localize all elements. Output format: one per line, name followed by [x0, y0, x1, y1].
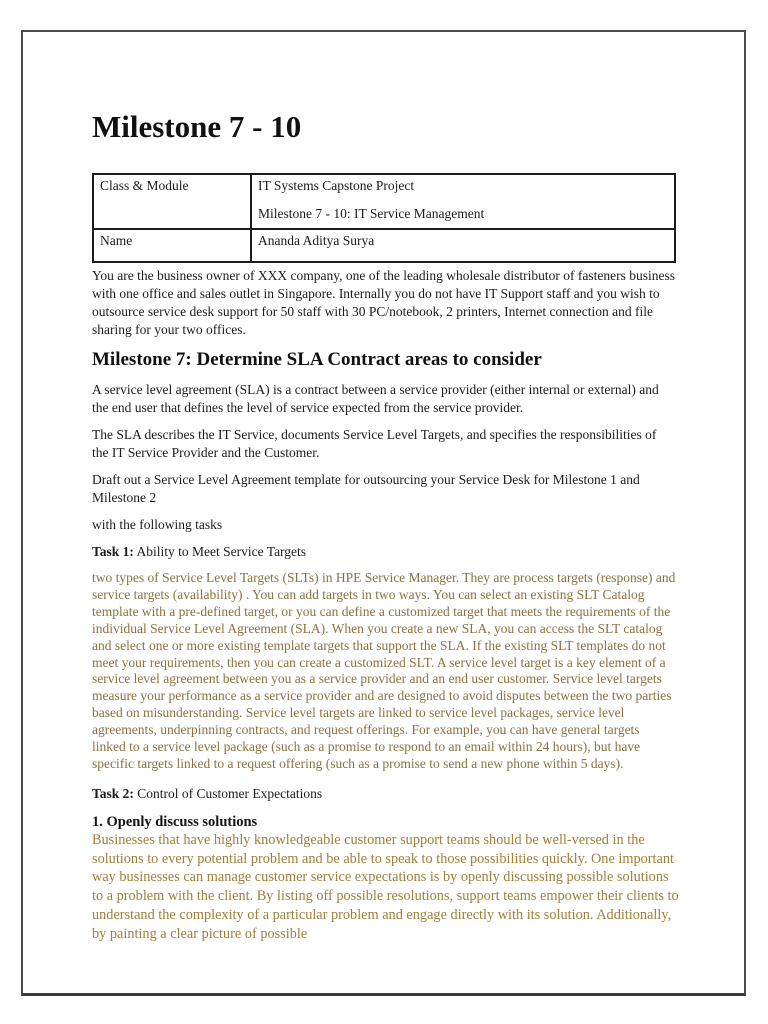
- info-table-row-class-module: [93, 174, 675, 229]
- sla-definition-paragraph: A service level agreement (SLA) is a contract between a service provider (either internal or external) and the end user that defines the level of service expected from the service provider.: [92, 382, 659, 415]
- point1-heading: 1. Openly discuss solutions: [92, 813, 258, 830]
- tasks-paragraph: with the following tasks: [92, 517, 223, 532]
- task1-line: [92, 543, 676, 561]
- task2-label: Task 2:: [92, 785, 134, 801]
- task1-title: Ability to Meet Service Targets: [133, 544, 307, 559]
- info-table-label-name: Name: [93, 229, 251, 262]
- class-module-line-2: Milestone 7 - 10: IT Service Management: [258, 206, 485, 221]
- class-module-line-1: IT Systems Capstone Project: [258, 178, 415, 193]
- intro-paragraph: You are the business owner of XXX company, one of the leading wholesale distributor of fasteners business with one office and sales outlet in Singapore. Internally you do not have IT Support staff and you wish to outsource service desk support for 50 staff with 30 PC/notebook, 2 printers, Internet connection and file sharing for your two offices.: [92, 268, 676, 337]
- draft-paragraph: Draft out a Service Level Agreement template for outsourcing your Service Desk for Milestone 1 and Milestone 2: [92, 472, 640, 505]
- point1-body-paragraph: Businesses that have highly knowledgeable customer support teams should be well-versed in the solutions to every potential problem and be able to speak to those possibilities quickly. One important way businesses can manage customer service expectations is by openly discussing possible solutions to a problem with the client. By listing off possible resolutions, support teams empower their clients to understand the complexity of a particular problem and engage directly with its solution. Additionally, by painting a clear picture of possible: [92, 831, 679, 942]
- page-title: Milestone 7 - 10: [92, 109, 302, 144]
- task2-line: [92, 785, 676, 803]
- milestone7-heading: Milestone 7: Determine SLA Contract areas to consider: [92, 349, 542, 370]
- info-table-row-name: [93, 229, 675, 262]
- info-table-value-name: [251, 229, 675, 262]
- task1-label: Task 1:: [92, 544, 134, 559]
- task2-title: Control of Customer Expectations: [133, 785, 323, 801]
- name-value: Ananda Aditya Surya: [258, 233, 375, 248]
- info-table-value-class-module: [251, 174, 675, 229]
- page-border: [21, 30, 746, 996]
- task1-body-paragraph: two types of Service Level Targets (SLTs) in HPE Service Manager. They are process targets (response) and service targets (availability) . You can add targets in two ways. You can select an existing SLT Catalog template with a pre-defined target, or you can define a customized target that meets the requirements of the individual Service Level Agreement (SLA). When you create a new SLA, you can access the SLT catalog and select one or more existing template targets that support the SLA. If the existing SLT templates do not meet your requirements, then you can create a customized SLT. A service level target is a key element of a service level agreement between you as a service provider and an end user customer. Service level targets measure your performance as a service provider and are designed to avoid disputes between the two parties based on misunderstanding. Service level targets are linked to service level packages, service level agreements, underpinning contracts, and request offerings. For example, you can have general targets linked to a service level package (such as a promise to respond to an email within 24 hours), but have specific targets linked to a request offering (such as a promise to send a new phone within 5 days).: [92, 570, 676, 771]
- sla-describes-paragraph: The SLA describes the IT Service, documents Service Level Targets, and specifies the responsibilities of the IT Service Provider and the Customer.: [92, 427, 657, 460]
- info-table-label-class-module: Class & Module: [93, 174, 251, 229]
- info-table: [92, 173, 676, 263]
